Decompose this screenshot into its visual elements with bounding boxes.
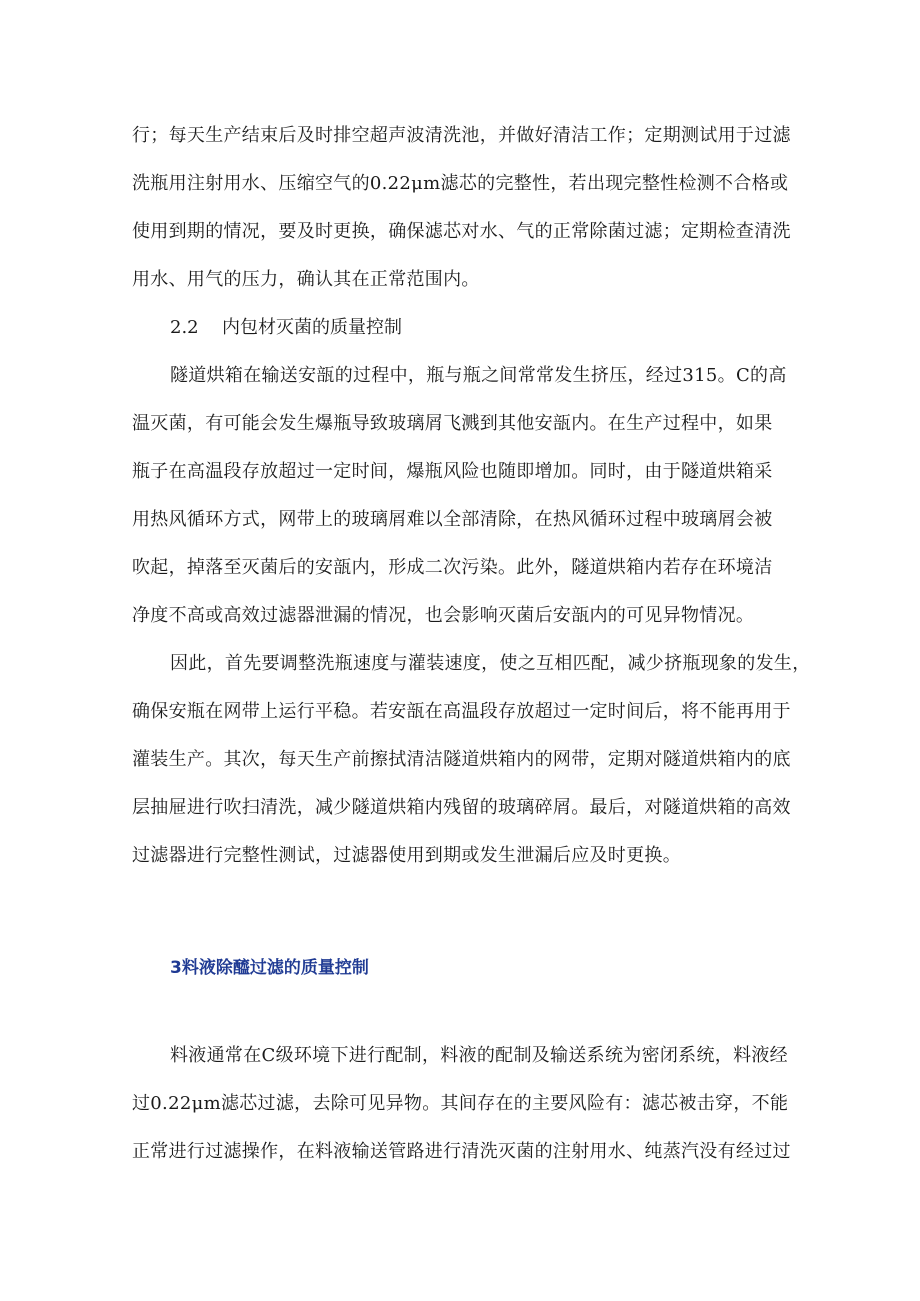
section-title: 内包材灭菌的质量控制: [222, 317, 402, 338]
paragraph-3-line: 因此，首先要调整洗瓶速度与灌装速度，使之互相匹配，减少挤瓶现象的发生，: [170, 653, 811, 674]
paragraph-1-line: 使用到期的情况，要及时更换，确保滤芯对水、气的正常除菌过滤；定期检查清洗: [132, 221, 791, 242]
paragraph-2-line: 吹起，掉落至灭菌后的安瓿内，形成二次污染。此外，隧道烘箱内若存在环境洁: [132, 557, 773, 578]
paragraph-3-line: 过滤器进行完整性测试，过滤器使用到期或发生泄漏后应及时更换。: [132, 845, 681, 866]
paragraph-1-line: 用水、用气的压力，确认其在正常范围内。: [132, 269, 480, 290]
section-number: 2.2: [170, 317, 199, 338]
paragraph-2-line: 隧道烘箱在输送安瓿的过程中，瓶与瓶之间常常发生挤压，经过315。C的高: [170, 365, 787, 386]
paragraph-4-line: 过0.22μm滤芯过滤，去除可见异物。其间存在的主要风险有：滤芯被击穿，不能: [132, 1093, 789, 1114]
paragraph-3-line: 灌装生产。其次，每天生产前擦拭清洁隧道烘箱内的网带，定期对隧道烘箱内的底: [132, 749, 791, 770]
section-3-heading: 3料液除醯过滤的质量控制: [170, 958, 369, 978]
paragraph-3-line: 层抽屉进行吹扫清洗，减少隧道烘箱内残留的玻璃碎屑。最后，对隧道烘箱的高效: [132, 797, 791, 818]
paragraph-2-line: 净度不高或高效过滤器泄漏的情况，也会影响灭菌后安瓿内的可见异物情况。: [132, 605, 755, 626]
paragraph-3-line: 确保安瓶在网带上运行平稳。若安瓿在高温段存放超过一定时间后，将不能再用于: [132, 701, 791, 722]
paragraph-2-line: 用热风循环方式，网带上的玻璃屑难以全部清除，在热风循环过程中玻璃屑会被: [132, 509, 773, 530]
paragraph-4-line: 正常进行过滤操作，在料液输送管路进行清洗灭菌的注射用水、纯蒸汽没有经过过: [132, 1141, 791, 1162]
paragraph-2-line: 瓶子在高温段存放超过一定时间，爆瓶风险也随即增加。同时，由于隧道烘箱采: [132, 461, 773, 482]
paragraph-1-line: 洗瓶用注射用水、压缩空气的0.22μm滤芯的完整性，若出现完整性检测不合格或: [132, 173, 789, 194]
section-2-2-heading: [170, 317, 402, 339]
paragraph-2-line: 温灭菌，有可能会发生爆瓶导致玻璃屑飞溅到其他安瓿内。在生产过程中，如果: [132, 413, 773, 434]
paragraph-1-line: 行；每天生产结束后及时排空超声波清洗池，并做好清洁工作；定期测试用于过滤: [132, 125, 791, 146]
paragraph-4-line: 料液通常在C级环境下进行配制，料液的配制及输送系统为密闭系统，料液经: [170, 1045, 788, 1066]
